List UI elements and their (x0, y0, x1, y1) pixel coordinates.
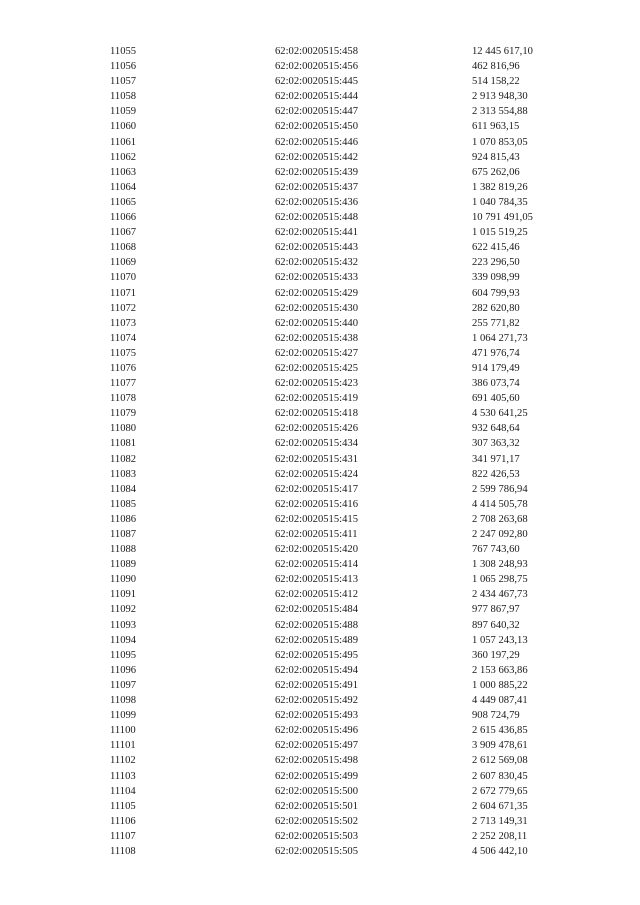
cadastral-number-cell: 62:02:0020515:456 (275, 61, 358, 73)
row-number-cell: 11070 (110, 272, 137, 284)
cadastral-number-cell: 62:02:0020515:415 (275, 513, 358, 525)
cadastral-value-cell: 1 000 885,22 (472, 679, 528, 691)
cadastral-value-cell: 4 530 641,25 (472, 408, 528, 420)
cadastral-number-cell: 62:02:0020515:442 (275, 151, 358, 163)
cadastral-number-cell: 62:02:0020515:499 (275, 770, 358, 782)
cadastral-value-cell: 691 405,60 (472, 393, 520, 405)
row-number-cell: 11082 (110, 453, 137, 465)
cadastral-number-cell: 62:02:0020515:432 (275, 257, 358, 269)
table-row (0, 119, 640, 134)
row-number-cell: 11060 (110, 121, 137, 133)
cadastral-number-cell: 62:02:0020515:500 (275, 785, 358, 797)
cadastral-value-cell: 3 909 478,61 (472, 740, 528, 752)
cadastral-number-cell: 62:02:0020515:424 (275, 468, 358, 480)
cadastral-value-cell: 2 612 569,08 (472, 755, 528, 767)
table-row (0, 482, 640, 497)
cadastral-value-cell: 2 434 467,73 (472, 589, 528, 601)
table-row (0, 44, 640, 59)
cadastral-value-cell: 822 426,53 (472, 468, 520, 480)
table-row (0, 769, 640, 784)
cadastral-value-cell: 471 976,74 (472, 347, 520, 359)
cadastral-number-cell: 62:02:0020515:436 (275, 196, 358, 208)
table-row (0, 225, 640, 240)
table-row (0, 452, 640, 467)
row-number-cell: 11087 (110, 529, 137, 540)
cadastral-number-cell: 62:02:0020515:420 (275, 544, 358, 556)
table-row (0, 542, 640, 557)
row-number-cell: 11081 (110, 438, 137, 450)
row-number-cell: 11074 (110, 332, 137, 344)
cadastral-value-cell: 908 724,79 (472, 710, 520, 722)
table-row (0, 587, 640, 602)
table-row (0, 633, 640, 648)
table-row (0, 376, 640, 391)
cadastral-value-cell: 282 620,80 (472, 302, 520, 314)
cadastral-value-cell: 2 708 263,68 (472, 513, 528, 525)
cadastral-value-table (0, 44, 640, 859)
table-row (0, 240, 640, 255)
cadastral-value-cell: 2 615 436,85 (472, 725, 528, 737)
cadastral-value-cell: 1 064 271,73 (472, 332, 528, 344)
cadastral-value-cell: 675 262,06 (472, 166, 520, 178)
cadastral-number-cell: 62:02:0020515:484 (275, 604, 358, 616)
cadastral-value-cell: 1 382 819,26 (472, 181, 528, 193)
cadastral-value-cell: 1 015 519,25 (472, 227, 528, 239)
row-number-cell: 11065 (110, 196, 137, 208)
table-row (0, 331, 640, 346)
cadastral-value-cell: 255 771,82 (472, 317, 520, 329)
row-number-cell: 11085 (110, 498, 137, 510)
row-number-cell: 11056 (110, 61, 137, 73)
row-number-cell: 11093 (110, 619, 137, 631)
table-row (0, 799, 640, 814)
table-row (0, 74, 640, 89)
row-number-cell: 11108 (110, 845, 136, 857)
table-row (0, 346, 640, 361)
row-number-cell: 11067 (110, 227, 137, 239)
row-number-cell: 11101 (110, 740, 136, 752)
cadastral-number-cell: 62:02:0020515:431 (275, 453, 358, 465)
cadastral-value-cell: 932 648,64 (472, 423, 520, 435)
cadastral-value-cell: 622 415,46 (472, 242, 520, 254)
row-number-cell: 11076 (110, 362, 137, 374)
cadastral-value-cell: 12 445 617,10 (472, 46, 533, 57)
cadastral-value-cell: 2 607 830,45 (472, 770, 528, 782)
cadastral-number-cell: 62:02:0020515:495 (275, 649, 358, 661)
cadastral-number-cell: 62:02:0020515:430 (275, 302, 358, 314)
cadastral-number-cell: 62:02:0020515:501 (275, 800, 358, 812)
cadastral-value-cell: 2 672 779,65 (472, 785, 528, 797)
cadastral-value-cell: 767 743,60 (472, 544, 520, 556)
table-row (0, 286, 640, 301)
cadastral-number-cell: 62:02:0020515:489 (275, 634, 358, 646)
cadastral-value-cell: 2 313 554,88 (472, 106, 528, 118)
cadastral-value-cell: 2 604 671,35 (472, 800, 528, 812)
row-number-cell: 11078 (110, 393, 137, 405)
table-row (0, 648, 640, 663)
cadastral-number-cell: 62:02:0020515:448 (275, 212, 358, 224)
table-row (0, 678, 640, 693)
cadastral-number-cell: 62:02:0020515:493 (275, 710, 358, 722)
cadastral-value-cell: 2 252 208,11 (472, 830, 528, 842)
cadastral-number-cell: 62:02:0020515:445 (275, 76, 358, 88)
row-number-cell: 11077 (110, 378, 137, 390)
table-row (0, 738, 640, 753)
cadastral-number-cell: 62:02:0020515:443 (275, 242, 358, 254)
cadastral-number-cell: 62:02:0020515:425 (275, 362, 358, 374)
cadastral-number-cell: 62:02:0020515:488 (275, 619, 358, 631)
cadastral-number-cell: 62:02:0020515:418 (275, 408, 358, 420)
cadastral-value-cell: 4 449 087,41 (472, 695, 528, 707)
cadastral-number-cell: 62:02:0020515:503 (275, 830, 358, 842)
table-row (0, 316, 640, 331)
cadastral-number-cell: 62:02:0020515:497 (275, 740, 358, 752)
row-number-cell: 11098 (110, 695, 137, 707)
table-row (0, 527, 640, 542)
row-number-cell: 11094 (110, 634, 137, 646)
cadastral-value-cell: 914 179,49 (472, 362, 520, 374)
row-number-cell: 11068 (110, 242, 137, 254)
table-row (0, 557, 640, 572)
table-row (0, 467, 640, 482)
cadastral-value-cell: 2 153 663,86 (472, 664, 528, 676)
cadastral-number-cell: 62:02:0020515:411 (275, 529, 358, 540)
row-number-cell: 11088 (110, 544, 137, 556)
row-number-cell: 11079 (110, 408, 137, 420)
table-row (0, 663, 640, 678)
cadastral-number-cell: 62:02:0020515:498 (275, 755, 358, 767)
cadastral-value-cell: 386 073,74 (472, 378, 520, 390)
table-row (0, 301, 640, 316)
table-row (0, 497, 640, 512)
cadastral-value-cell: 2 599 786,94 (472, 483, 528, 495)
cadastral-number-cell: 62:02:0020515:491 (275, 679, 358, 691)
row-number-cell: 11064 (110, 181, 137, 193)
cadastral-number-cell: 62:02:0020515:450 (275, 121, 358, 133)
row-number-cell: 11073 (110, 317, 137, 329)
table-row (0, 708, 640, 723)
cadastral-number-cell: 62:02:0020515:412 (275, 589, 358, 601)
table-row (0, 512, 640, 527)
cadastral-number-cell: 62:02:0020515:433 (275, 272, 358, 284)
table-row (0, 784, 640, 799)
row-number-cell: 11104 (110, 785, 136, 797)
table-row (0, 436, 640, 451)
table-row (0, 89, 640, 104)
row-number-cell: 11069 (110, 257, 137, 269)
table-row (0, 195, 640, 210)
cadastral-number-cell: 62:02:0020515:423 (275, 378, 358, 390)
row-number-cell: 11059 (110, 106, 137, 118)
table-row (0, 59, 640, 74)
cadastral-number-cell: 62:02:0020515:434 (275, 438, 358, 450)
cadastral-value-cell: 10 791 491,05 (472, 212, 533, 224)
row-number-cell: 11062 (110, 151, 137, 163)
cadastral-number-cell: 62:02:0020515:444 (275, 91, 358, 103)
row-number-cell: 11075 (110, 347, 137, 359)
table-row (0, 104, 640, 119)
cadastral-value-cell: 897 640,32 (472, 619, 520, 631)
cadastral-number-cell: 62:02:0020515:427 (275, 347, 358, 359)
table-row (0, 255, 640, 270)
row-number-cell: 11089 (110, 559, 137, 571)
table-row (0, 814, 640, 829)
row-number-cell: 11097 (110, 679, 137, 691)
row-number-cell: 11105 (110, 800, 136, 812)
row-number-cell: 11100 (110, 725, 136, 737)
row-number-cell: 11083 (110, 468, 137, 480)
cadastral-value-cell: 1 065 298,75 (472, 574, 528, 586)
table-row (0, 135, 640, 150)
table-row (0, 421, 640, 436)
cadastral-number-cell: 62:02:0020515:494 (275, 664, 358, 676)
cadastral-number-cell: 62:02:0020515:429 (275, 287, 358, 299)
table-row (0, 165, 640, 180)
cadastral-number-cell: 62:02:0020515:440 (275, 317, 358, 329)
row-number-cell: 11107 (110, 830, 136, 842)
cadastral-value-cell: 4 506 442,10 (472, 845, 528, 857)
cadastral-value-cell: 1 070 853,05 (472, 136, 528, 148)
cadastral-value-cell: 924 815,43 (472, 151, 520, 163)
cadastral-number-cell: 62:02:0020515:441 (275, 227, 358, 239)
row-number-cell: 11080 (110, 423, 137, 435)
row-number-cell: 11058 (110, 91, 137, 103)
table-row (0, 693, 640, 708)
cadastral-number-cell: 62:02:0020515:492 (275, 695, 358, 707)
row-number-cell: 11071 (110, 287, 137, 299)
row-number-cell: 11066 (110, 212, 137, 224)
cadastral-number-cell: 62:02:0020515:446 (275, 136, 358, 148)
cadastral-number-cell: 62:02:0020515:439 (275, 166, 358, 178)
cadastral-value-cell: 604 799,93 (472, 287, 520, 299)
cadastral-value-cell: 2 713 149,31 (472, 815, 528, 827)
table-row (0, 361, 640, 376)
cadastral-number-cell: 62:02:0020515:413 (275, 574, 358, 586)
cadastral-value-cell: 1 308 248,93 (472, 559, 528, 571)
row-number-cell: 11096 (110, 664, 137, 676)
table-row (0, 180, 640, 195)
cadastral-value-cell: 2 247 092,80 (472, 529, 528, 540)
row-number-cell: 11057 (110, 76, 137, 88)
table-row (0, 753, 640, 768)
row-number-cell: 11086 (110, 513, 137, 525)
table-row (0, 270, 640, 285)
cadastral-number-cell: 62:02:0020515:414 (275, 559, 358, 571)
cadastral-number-cell: 62:02:0020515:438 (275, 332, 358, 344)
row-number-cell: 11102 (110, 755, 136, 767)
table-row (0, 391, 640, 406)
table-row (0, 618, 640, 633)
row-number-cell: 11063 (110, 166, 137, 178)
cadastral-value-cell: 977 867,97 (472, 604, 520, 616)
cadastral-number-cell: 62:02:0020515:502 (275, 815, 358, 827)
cadastral-number-cell: 62:02:0020515:505 (275, 845, 358, 857)
row-number-cell: 11091 (110, 589, 137, 601)
cadastral-value-cell: 462 816,96 (472, 61, 520, 73)
table-row (0, 572, 640, 587)
table-row (0, 602, 640, 617)
cadastral-value-cell: 1 040 784,35 (472, 196, 528, 208)
table-row (0, 723, 640, 738)
cadastral-value-cell: 339 098,99 (472, 272, 520, 284)
table-row (0, 406, 640, 421)
row-number-cell: 11092 (110, 604, 137, 616)
cadastral-number-cell: 62:02:0020515:416 (275, 498, 358, 510)
row-number-cell: 11055 (110, 46, 137, 57)
cadastral-number-cell: 62:02:0020515:419 (275, 393, 358, 405)
table-row (0, 210, 640, 225)
cadastral-value-cell: 4 414 505,78 (472, 498, 528, 510)
row-number-cell: 11090 (110, 574, 137, 586)
cadastral-value-cell: 514 158,22 (472, 76, 520, 88)
row-number-cell: 11061 (110, 136, 137, 148)
cadastral-number-cell: 62:02:0020515:447 (275, 106, 358, 118)
cadastral-number-cell: 62:02:0020515:426 (275, 423, 358, 435)
cadastral-value-cell: 2 913 948,30 (472, 91, 528, 103)
cadastral-value-cell: 1 057 243,13 (472, 634, 528, 646)
table-row (0, 844, 640, 859)
table-row (0, 150, 640, 165)
cadastral-value-cell: 223 296,50 (472, 257, 520, 269)
row-number-cell: 11095 (110, 649, 137, 661)
row-number-cell: 11106 (110, 815, 136, 827)
cadastral-number-cell: 62:02:0020515:496 (275, 725, 358, 737)
cadastral-number-cell: 62:02:0020515:437 (275, 181, 358, 193)
cadastral-value-cell: 611 963,15 (472, 121, 520, 133)
table-row (0, 829, 640, 844)
row-number-cell: 11072 (110, 302, 137, 314)
row-number-cell: 11103 (110, 770, 136, 782)
cadastral-number-cell: 62:02:0020515:417 (275, 483, 358, 495)
cadastral-value-cell: 341 971,17 (472, 453, 520, 465)
cadastral-value-cell: 307 363,32 (472, 438, 520, 450)
row-number-cell: 11099 (110, 710, 137, 722)
cadastral-number-cell: 62:02:0020515:458 (275, 46, 358, 57)
cadastral-value-cell: 360 197,29 (472, 649, 520, 661)
row-number-cell: 11084 (110, 483, 137, 495)
